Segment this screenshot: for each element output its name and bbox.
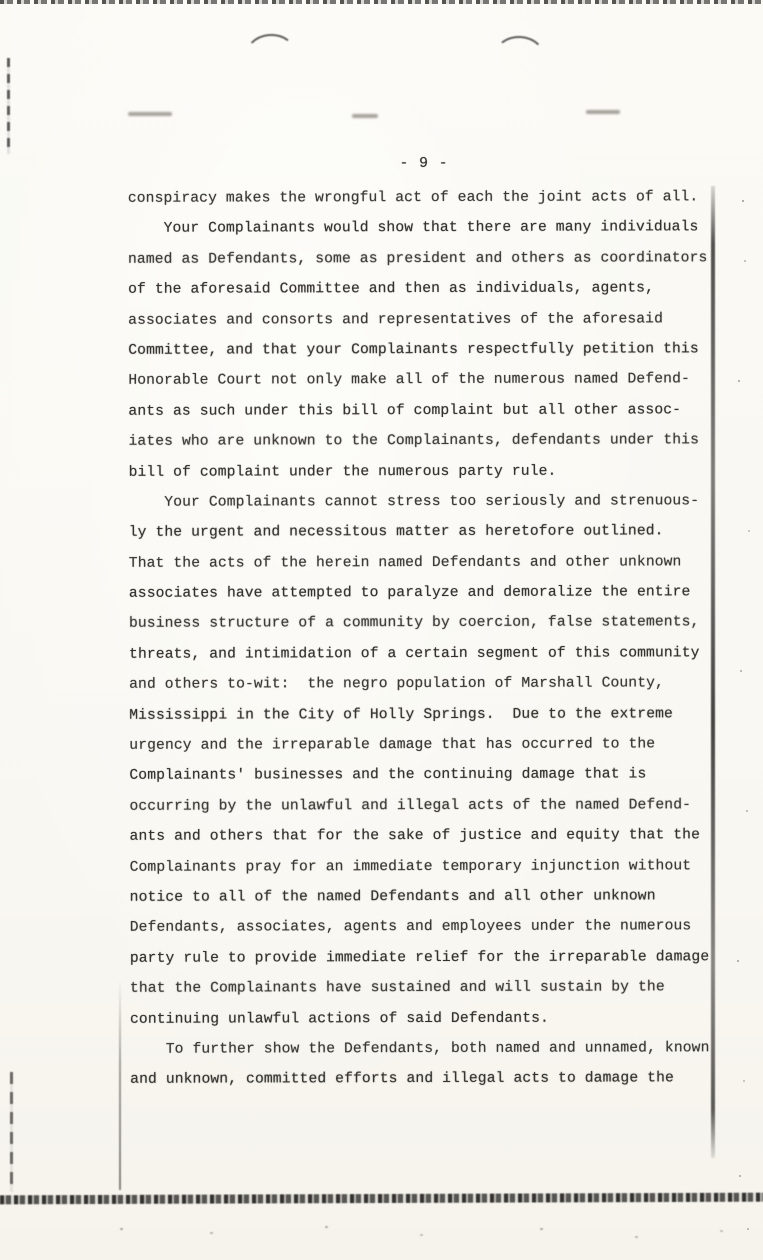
scan-smudge bbox=[586, 110, 620, 114]
document-line: that the Complainants have sustained and will sustain by the bbox=[129, 979, 665, 997]
document-line: and others to-wit: the negro population of Marshall County, bbox=[129, 675, 664, 694]
document-line: bill of complaint under the numerous party rule. bbox=[128, 463, 557, 481]
document-line: Mississippi in the City of Holly Springs. Due to the extreme bbox=[129, 706, 673, 724]
document-line: Complainants' businesses and the continuing damage that is bbox=[129, 766, 647, 785]
document-line: of the aforesaid Committee and then as individuals, agents, bbox=[128, 280, 655, 298]
document-line: conspiracy makes the wrongful act of each the joint acts of all. bbox=[127, 189, 699, 207]
document-line: Honorable Court not only make all of the numerous named Defend- bbox=[128, 371, 690, 390]
document-line: ly the urgent and necessitous matter as heretofore outlined. bbox=[128, 523, 664, 542]
document-line: occurring by the unlawful and illegal acts of the named Defend- bbox=[129, 797, 692, 815]
document-line: That the acts of the herein named Defendants and other unknown bbox=[128, 554, 682, 572]
document-body bbox=[128, 182, 730, 1095]
document-line: associates have attempted to paralyze and demoralize the entire bbox=[128, 584, 691, 602]
scan-mark-arc-left bbox=[243, 32, 296, 58]
document-line: Your Complainants would show that there are many individuals bbox=[127, 219, 699, 238]
document-line: Defendants, associates, agents and employees under the numerous bbox=[129, 918, 692, 937]
document-line: threats, and intimidation of a certain segment of this community bbox=[129, 645, 700, 663]
scan-smudge bbox=[352, 114, 378, 118]
scan-edge-left-marks bbox=[7, 58, 10, 154]
scan-edge-left-marks bbox=[10, 1072, 13, 1192]
document-line: iates who are unknown to the Complainants, defendants under this bbox=[128, 432, 700, 450]
document-line: associates and consorts and representatives of the aforesaid bbox=[128, 310, 664, 329]
scan-edge-top-dots bbox=[0, 0, 763, 4]
scan-speckles-right bbox=[742, 200, 744, 202]
document-line: ants and others that for the sake of justice and equity that the bbox=[129, 827, 701, 845]
document-line: continuing unlawful actions of said Defendants. bbox=[129, 1010, 549, 1028]
document-line: Committee, and that your Complainants respectfully petition this bbox=[128, 341, 699, 359]
document-line: ants as such under this bill of complaint but all other assoc- bbox=[128, 402, 682, 420]
document-line: Your Complainants cannot stress too seriously and strenuous- bbox=[128, 493, 700, 511]
document-line: business structure of a community by coercion, false statements, bbox=[128, 614, 700, 633]
document-line: urgency and the irreparable damage that has occurred to the bbox=[129, 736, 656, 754]
document-line: party rule to provide immediate relief for the irreparable damage bbox=[129, 949, 710, 967]
document-line: and unknown, committed efforts and illegal acts to damage the bbox=[130, 1070, 674, 1089]
scan-gutter-line bbox=[119, 980, 121, 1190]
document-line: Complainants pray for an immediate temporary injunction without bbox=[129, 857, 692, 876]
scan-edge-bottom-band bbox=[0, 1193, 763, 1205]
page-number: - 9 - bbox=[399, 156, 449, 172]
scan-speckles-bottom bbox=[120, 1228, 123, 1230]
scan-mark-arc-right bbox=[493, 35, 546, 60]
document-line: To further show the Defendants, both named and unnamed, known bbox=[130, 1040, 710, 1058]
document-line: named as Defendants, some as president and others as coordinators bbox=[127, 250, 708, 268]
scan-smudge bbox=[128, 112, 172, 116]
document-line: notice to all of the named Defendants and all other unknown bbox=[129, 888, 656, 906]
